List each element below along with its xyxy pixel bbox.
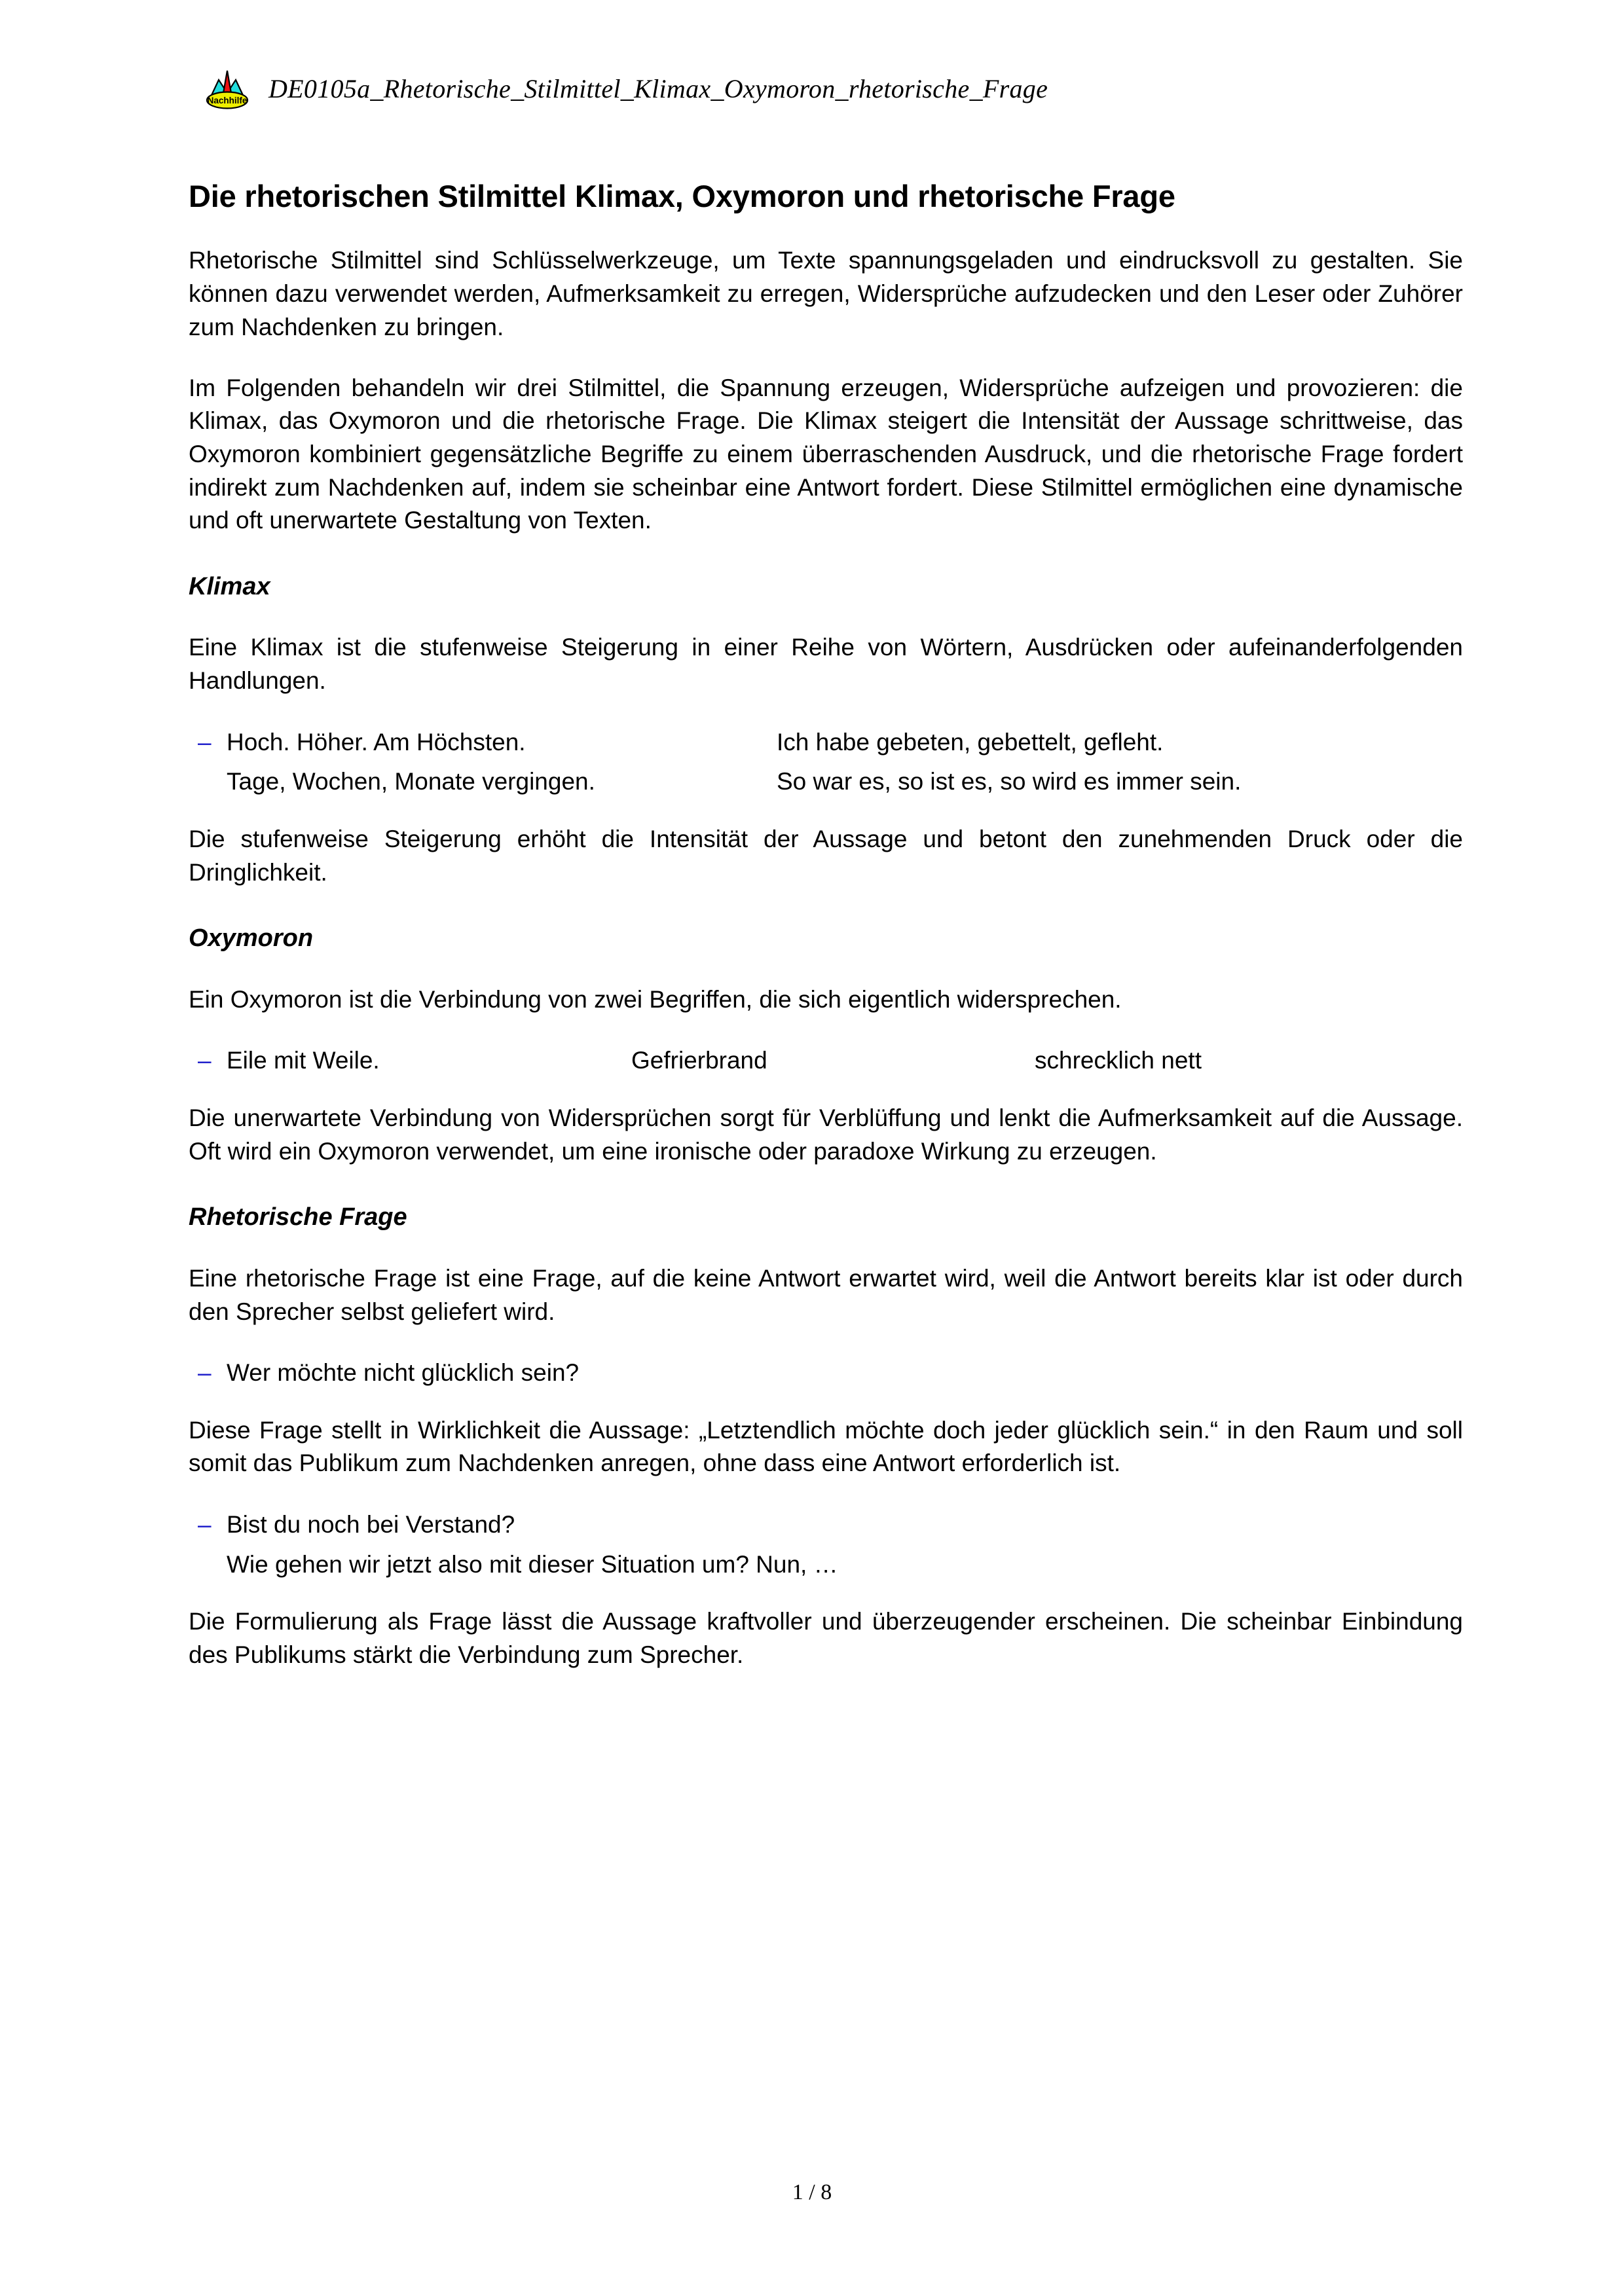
section-heading-klimax: Klimax <box>189 572 270 600</box>
list-item <box>189 1508 1463 1542</box>
rhetorische-frage-example-list-2 <box>189 1508 1463 1582</box>
klimax-definition: Eine Klimax ist die stufenweise Steigerung in einer Reihe von Wörtern, Ausdrücken oder aufeinanderfolgenden Handlungen. <box>189 634 1463 695</box>
example-text-second: Gefrierbrand <box>631 1047 767 1074</box>
bullet-dash-icon: – <box>198 1047 212 1074</box>
intro-paragraph-1: Rhetorische Stilmittel sind Schlüsselwerkzeuge, um Texte spannungsgeladen und eindrucksvoll zu gestalten. Sie können dazu verwendet werden, Aufmerksamkeit zu erregen, Widersprüche aufzudecken und den Leser oder Zuhörer zum Nachdenken zu bringen. <box>189 247 1463 340</box>
klimax-explanation: Die stufenweise Steigerung erhöht die Intensität der Aussage und betont den zunehmenden Druck oder die Dringlichkeit. <box>189 825 1463 886</box>
section-heading-rhetorische-frage: Rhetorische Frage <box>189 1203 407 1231</box>
bullet-dash-icon: – <box>198 1511 212 1539</box>
rhetorische-frage-definition: Eine rhetorische Frage ist eine Frage, auf die keine Antwort erwartet wird, weil die Antwort bereits klar ist oder durch den Sprecher selbst geliefert wird. <box>189 1264 1463 1325</box>
section-heading-oxymoron: Oxymoron <box>189 924 314 953</box>
oxymoron-example-list <box>189 1044 1463 1078</box>
page-footer <box>0 2180 1624 2205</box>
document-body <box>189 178 1463 1700</box>
document-header <box>203 64 1048 113</box>
example-text: Wie gehen wir jetzt also mit dieser Situation um? Nun, … <box>227 1550 838 1578</box>
nachhilfe-logo-icon <box>203 64 251 113</box>
example-text-first: Eile mit Weile. <box>227 1047 380 1074</box>
list-item <box>189 725 1463 760</box>
page-title: Die rhetorischen Stilmittel Klimax, Oxymoron und rhetorische Frage <box>189 179 1175 213</box>
example-text-third: schrecklich nett <box>1035 1047 1202 1074</box>
klimax-example-list <box>189 725 1463 799</box>
example-text: Bist du noch bei Verstand? <box>227 1511 515 1539</box>
list-item <box>189 765 1463 799</box>
example-text: Wer möchte nicht glücklich sein? <box>227 1359 580 1387</box>
example-text-right: So war es, so ist es, so wird es immer sein. <box>777 768 1242 795</box>
list-item <box>189 1356 1463 1391</box>
example-text-left: Tage, Wochen, Monate vergingen. <box>227 768 595 795</box>
rhetorische-frage-explanation-2: Die Formulierung als Frage lässt die Aussage kraftvoller und überzeugender erscheinen. Die scheinbar Einbindung des Publikums stärkt die Verbindung zum Sprecher. <box>189 1608 1463 1668</box>
document-code-title: DE0105a_Rhetorische_Stilmittel_Klimax_Oxymoron_rhetorische_Frage <box>268 73 1048 103</box>
page-indicator: 1 / 8 <box>792 2180 832 2204</box>
oxymoron-explanation: Die unerwartete Verbindung von Widersprüchen sorgt für Verblüffung und lenkt die Aufmerksamkeit auf die Aussage. Oft wird ein Oxymoron verwendet, um eine ironische oder paradoxe Wirkung zu erzeugen. <box>189 1104 1463 1165</box>
bullet-dash-icon: – <box>198 728 212 756</box>
rhetorische-frage-example-1 <box>189 1356 1463 1391</box>
list-item <box>189 1548 1463 1582</box>
bullet-dash-icon: – <box>198 1359 212 1387</box>
example-text-left: Hoch. Höher. Am Höchsten. <box>227 728 526 756</box>
svg-text:Nachhilfe: Nachhilfe <box>207 96 248 105</box>
rhetorische-frage-explanation-1: Diese Frage stellt in Wirklichkeit die Aussage: „Letztendlich möchte doch jeder glücklich sein.“ in den Raum und soll somit das Publikum zum Nachdenken anregen, ohne dass eine Antwort erforderlich ist. <box>189 1416 1463 1477</box>
example-text-right: Ich habe gebeten, gebettelt, gefleht. <box>777 728 1164 756</box>
oxymoron-definition: Ein Oxymoron ist die Verbindung von zwei Begriffen, die sich eigentlich widersprechen. <box>189 985 1122 1013</box>
list-item <box>189 1044 1463 1078</box>
intro-paragraph-2: Im Folgenden behandeln wir drei Stilmittel, die Spannung erzeugen, Widersprüche aufzeigen und provozieren: die Klimax, das Oxymoron und die rhetorische Frage. Die Klimax steigert die Intensität der Aussage schrittweise, das Oxymoron kombiniert gegensätzliche Begriffe zu einem überraschenden Ausdruck, und die rhetorische Frage fordert indirekt zum Nachdenken auf, indem sie scheinbar eine Antwort fordert. Diese Stilmittel ermöglichen eine dynamische und oft unerwartete Gestaltung von Texten. <box>189 374 1463 534</box>
